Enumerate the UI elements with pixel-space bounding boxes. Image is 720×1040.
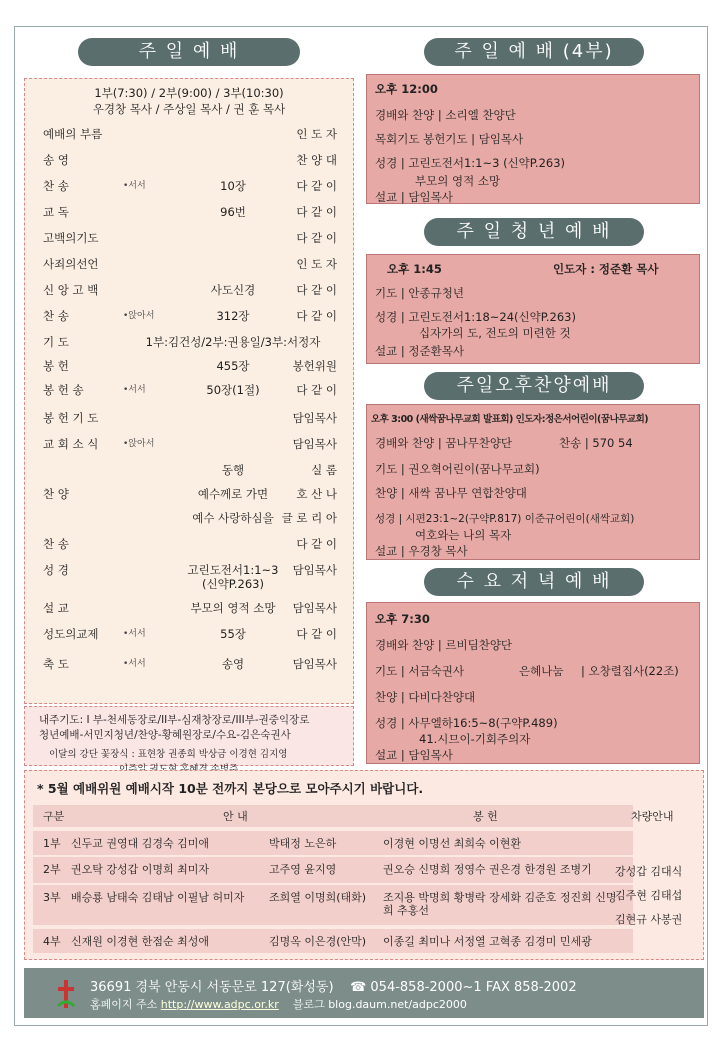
committee-cell: 배승룡 남태숙 김태남 이필남 허미자 [71,891,245,904]
committee-row [33,885,633,925]
order-leader: 인 도 자 [296,127,337,141]
committee-box [24,770,704,960]
order-row [43,255,337,273]
order-posture: •서서 [123,385,146,395]
order-content: 96번 [220,205,246,219]
order-leader: 담임목사 [292,657,337,671]
order-leader: 다 같 이 [296,205,337,219]
order-item: 예배의 부름 [43,127,103,141]
item-line: 찬송 | 570 54 [559,436,633,450]
order-row [43,655,337,673]
order-posture: •서서 [123,181,146,191]
order-content: 312장 [216,309,250,323]
order-item: 고백의기도 [43,231,99,245]
order-posture: •앉아서 [123,439,155,449]
order-leader: 다 같 이 [296,231,337,245]
youth-header: 주 일 청 년 예 배 [424,218,644,246]
item-line: 부모의 영적 소망 [415,174,501,188]
order-posture: •서서 [123,659,146,669]
order-leader: 다 같 이 [296,537,337,551]
afternoon-box [366,404,700,560]
item-line: 성경 | 사무엘하16:5~8(구약P.489) [375,716,558,730]
sunday4-box [366,74,700,204]
order-content: 사도신경 [210,283,256,297]
order-leader: 호 산 나 [296,487,337,501]
order-item: 송 영 [43,153,69,167]
prayer-notes [24,706,354,766]
item-line: 찬양 | 새싹 꿈나무 연합찬양대 [375,486,527,500]
item-line: 찬양 | 다비다찬양대 [375,690,476,704]
order-item: 신 앙 고 백 [43,283,99,297]
committee-row [33,831,633,855]
item-line: 경배와 찬양 | 꿈나무찬양단 [375,436,513,450]
order-row [43,599,337,617]
committee-cell: 권오탁 강성갑 이명희 최미자 [71,863,210,876]
item-line: 성경 | 고린도전서1:18~24(신약P.263) [375,310,576,324]
order-item: 교 회 소 식 [43,437,99,451]
order-row [43,177,337,195]
order-content: 동행 [221,463,245,477]
order-leader: 담임목사 [292,437,337,451]
committee-cell: 1부 [43,837,61,850]
order-item: 성 경 [43,563,69,577]
order-row [43,575,337,593]
order-leader: 다 같 이 [296,627,337,641]
item-line: 설교 | 우경창 목사 [375,544,468,558]
time-label: 오후 3:00 (새싹꿈나무교회 발표회) 인도자:정은서어린이(꿈나무교회) [371,414,649,425]
order-item: 성도의교제 [43,627,99,641]
item-line: 41.시므이-기회주의자 [419,732,531,746]
order-row [43,333,337,351]
item-line: 여호와는 나의 목자 [415,528,512,542]
order-item: 찬 송 [43,179,69,193]
order-leader: 다 같 이 [296,283,337,297]
committee-title: * 5월 예배위원 예배시작 10분 전까지 본당으로 모아주시기 바랍니다. [37,781,424,796]
order-row [43,151,337,169]
order-row [43,535,337,553]
order-leader: 봉헌위원 [292,359,337,373]
order-item: 교 독 [43,205,69,219]
order-posture: •앉아서 [123,311,155,321]
sunday-order-box [24,78,354,704]
committee-cell: 2부 [43,863,61,876]
col-header: 구분 [43,810,65,823]
church-logo-icon [56,978,76,1010]
order-item: 기 도 [43,335,69,349]
order-content: 1부:김건성/2부:권용일/3부:서정자 [145,335,321,349]
order-row [43,381,337,399]
order-row [43,435,337,453]
leader-label: 인도자 : 정준환 목사 [553,262,659,276]
order-leader: 다 같 이 [296,383,337,397]
order-row [43,203,337,221]
time-label: 오후 12:00 [375,82,438,96]
committee-cell: 조지용 박명희 황병락 장세화 김준호 정진희 신명희 추홍선 [383,891,617,917]
order-item: 찬 송 [43,537,69,551]
order-content: 부모의 영적 소망 [190,601,276,615]
order-row [43,357,337,375]
order-row [43,229,337,247]
item-line: 기도 | 서금숙권사 [375,664,464,678]
address-line: 36691 경북 안동시 서동문로 127(화성동) ☎ 054-858-2000~1 FAX 858-2002 [90,980,577,995]
committee-cell: 김명옥 이은경(안막) [269,935,367,948]
item-line: 설교 | 정준환목사 [375,344,464,358]
committee-cell: 3부 [43,891,61,904]
order-leader: 실 롬 [311,463,337,477]
order-row [43,509,337,527]
order-item: 봉 헌 [43,359,69,373]
order-content: 55장 [220,627,246,641]
committee-cell: 이종길 최미나 서정열 고혁종 김경미 민세광 [383,935,592,948]
order-content: 50장(1절) [206,383,260,397]
order-row [43,485,337,503]
sunday4-header: 주 일 예 배 (4부) [424,38,644,66]
note-line: 이달의 강단 꽃장식 : 표현창 권종희 박상금 이경현 김지영 [49,749,288,760]
item-line: 기도 | 권오혁어린이(꿈나무교회) [375,462,540,476]
car-name: 강성갑 김대식 [615,865,683,878]
committee-row [33,929,633,953]
order-content: 455장 [216,359,250,373]
note-line: 청년예배-서민지청년/찬양-황혜원장로/수요-김은숙권사 [39,729,291,741]
order-content: 송영 [221,657,245,671]
order-leader: 다 같 이 [296,309,337,323]
committee-cell: 권오승 신명희 정영수 권은경 한경원 조병기 [383,863,592,876]
car-name: 김주현 김태섭 [615,889,683,902]
youth-box [366,254,700,364]
col-header: 안 내 [223,810,248,823]
service-pastors: 우경창 목사 / 주상일 목사 / 권 훈 목사 [92,102,286,116]
order-leader: 인 도 자 [296,257,337,271]
item-line: 기도 | 안종규청년 [375,286,464,300]
committee-cell: 신재원 이경현 한점순 최성애 [71,935,210,948]
wednesday-box [366,602,700,764]
order-content: 고린도전서1:1~3 [187,563,279,577]
order-item: 축 도 [43,657,69,671]
order-content: 예수께로 가면 [197,487,269,501]
order-row [43,281,337,299]
committee-cell: 신두교 권영대 김경숙 김미애 [71,837,210,850]
committee-cell: 이경현 이명선 최희숙 이현환 [383,837,522,850]
item-line: 설교 | 담임목사 [375,748,453,762]
order-item: 설 교 [43,601,69,615]
item-line: | 오창렬집사(22조) [581,664,679,678]
car-name: 김현규 사봉권 [615,913,683,926]
order-item: 봉 헌 송 [43,383,84,397]
committee-row [33,857,633,883]
order-leader: 담임목사 [292,563,337,577]
order-item: 사죄의선언 [43,257,99,271]
item-line: 설교 | 담임목사 [375,190,453,204]
order-leader: 다 같 이 [296,179,337,193]
committee-header-row [33,805,633,827]
order-row [43,125,337,143]
committee-cell: 고주영 윤지영 [269,863,337,876]
order-posture: •서서 [123,629,146,639]
order-item: 찬 송 [43,309,69,323]
order-leader: 글 로 리 아 [281,511,337,525]
homepage-link[interactable]: http://www.adpc.or.kr [160,998,279,1011]
order-content: 예수 사랑하심을 [192,511,274,525]
order-leader: 담임목사 [292,601,337,615]
item-line: 성경 | 시편23:1~2(구약P.817) 이준규어린이(새싹교회) [375,513,635,525]
item-line: 경배와 찬양 | 소리엘 찬양단 [375,108,516,122]
order-content: (신약P.263) [202,577,264,591]
order-row [43,409,337,427]
item-line: 은혜나눔 [519,664,564,678]
wednesday-header: 수 요 저 녁 예 배 [424,568,644,596]
item-line: 목회기도 봉헌기도 | 담임목사 [375,132,524,146]
item-line: 십자가의 도, 전도의 미련한 것 [419,326,571,340]
committee-cell: 조희열 이명희(태화) [269,891,367,904]
order-content: 10장 [220,179,246,193]
afternoon-header: 주일오후찬양예배 [424,372,644,400]
order-item: 찬 양 [43,487,69,501]
time-label: 오후 1:45 [387,262,442,276]
col-header: 차량안내 [631,810,674,823]
item-line: 성경 | 고린도전서1:1~3 (신약P.263) [375,156,566,170]
committee-cell: 박태정 노은하 [269,837,337,850]
order-row [43,307,337,325]
item-line: 경배와 찬양 | 르비딤찬양단 [375,638,513,652]
sunday-worship-header: 주 일 예 배 [78,38,300,66]
order-row [43,625,337,643]
order-leader: 담임목사 [292,411,337,425]
time-label: 오후 7:30 [375,612,430,626]
links-line: 홈페이지 주소 http://www.adpc.or.kr 블로그 blog.daum.net/adpc2000 [90,998,467,1011]
order-row [43,461,337,479]
service-times: 1부(7:30) / 2부(9:00) / 3부(10:30) [94,86,284,100]
order-leader: 찬 양 대 [296,153,337,167]
committee-cell: 4부 [43,935,61,948]
order-item: 봉 헌 기 도 [43,411,99,425]
footer [24,968,704,1018]
note-line: 내주기도: I 부-천세동장로/II부-심재창장로/III부-권중익장로 [39,714,310,726]
col-header: 봉 헌 [473,810,498,823]
